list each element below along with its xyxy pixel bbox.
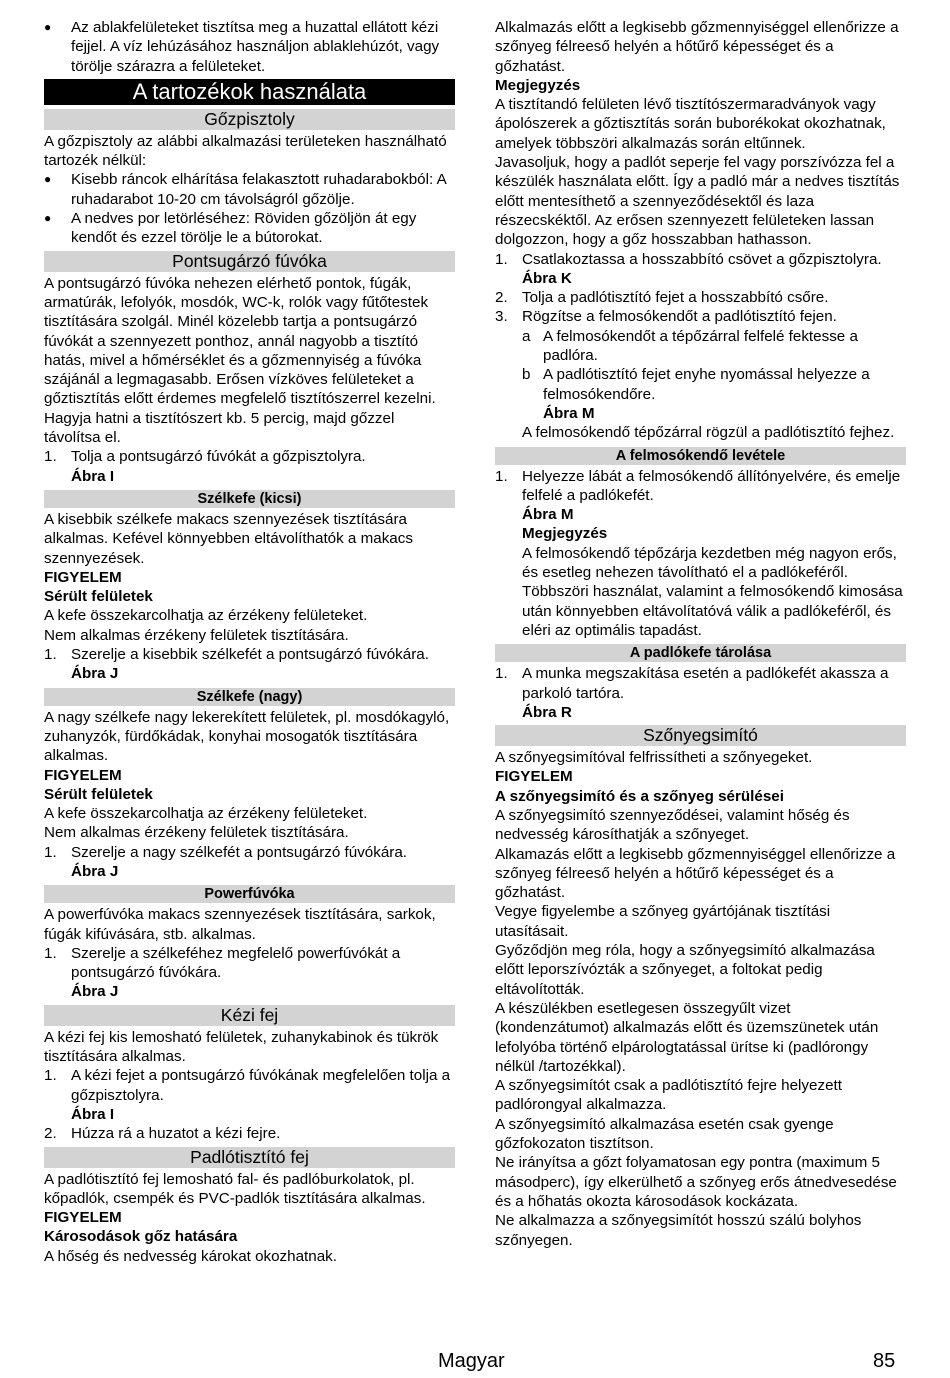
warning-line: A kefe összekarcolhatja az érzékeny felületeket. (44, 607, 368, 625)
step-text: Szerelje a nagy szélkefét a pontsugárzó fúvókára. (71, 843, 408, 861)
step-text: A kézi fejet a pontsugárzó fúvókának megfelelően tolja a gőzpisztolyra. (71, 1067, 451, 1104)
step-text: Szerelje a szélkeféhez megfelelő powerfúvókát a pontsugárzó fúvókára. (71, 944, 401, 982)
figure-ref: Ábra K (522, 269, 572, 287)
gozpisztoly-text: A gőzpisztoly az alábbi alkalmazási területeken használható tartozék nélkül: (44, 132, 447, 170)
note-label: Megjegyzés (522, 525, 608, 543)
figure-ref: Ábra I (71, 1105, 115, 1123)
step-number: 2. (495, 289, 508, 307)
step-number: 1. (495, 665, 508, 683)
heading-gozpisztoly: Gőzpisztoly (44, 109, 455, 130)
figure-ref: Ábra M (543, 404, 595, 422)
szonyeg-paragraph: A szőnyegsimítót csak a padlótisztító fejre helyezett padlórongyal alkalmazza. (495, 1077, 842, 1114)
substep-text: A felmosókendőt a tépőzárral felfelé fektesse a padlóra. (543, 327, 858, 365)
note-text: A tisztítandó felületen lévő tisztítószermaradványok vagy ápolószerek a gőztisztítás során buborékokat okozhatnak, amelyek többszöri alkalmazás során eltűnnek. (495, 96, 886, 152)
right-column (495, 18, 906, 1250)
substep-letter: b (522, 366, 531, 384)
step-number: 1. (495, 467, 508, 485)
floor-step (495, 250, 906, 269)
heading-szelkefe-kicsi: Szélkefe (kicsi) (44, 490, 455, 508)
left-column (44, 18, 455, 1266)
heading-felmoso-levetele: A felmosókendő levétele (495, 447, 906, 465)
szonyeg-paragraph: Ne alkalmazza a szőnyegsimítót hosszú szálú bolyhos szőnyegen. (495, 1212, 862, 1249)
step-number: 1. (495, 250, 508, 268)
szonyeg-paragraph: Győződjön meg róla, hogy a szőnyegsimító alkalmazása előtt leporszívózták a szőnyeget, a foltokat pedig eltávolították. (495, 942, 875, 998)
intro-bullet: ● Az ablakfelületeket tisztítsa meg a huzattal ellátott kézi fejjel. A víz lehúzásához használjon ablaklehúzót, vagy törölje szárazra a felületeket. (44, 18, 455, 76)
szelkefe-kicsi-text: A kisebbik szélkefe makacs szennyezések tisztítására alkalmas. Kefével könnyebben eltávolíthatók a makacs szennyezések. (44, 510, 413, 567)
gozpisztoly-bullet: ● Kisebb ráncok elhárítása felakasztott ruhadarabokból: A ruhadarabot 10-20 cm távolságról gőzölje. (44, 170, 455, 209)
step-result: A felmosókendő tépőzárral rögzül a padlótisztító fejhez. (522, 424, 895, 442)
szelkefe-nagy-step (44, 843, 455, 862)
szelkefe-nagy-text: A nagy szélkefe nagy lekerekített felületek, pl. mosdókagyló, zuhanyzók, fürdőkádak, konyhai mosogatók tisztítására alkalmas. (44, 708, 450, 765)
note-text: A felmosókendő tépőzárja kezdetben még nagyon erős, és esetleg nehezen távolítható el a padlókeféről. Többszöri használat, valamint a felmosókendő kimosása után könnyebben eltávolítatóvá válik a padlókeféről, és eléri az optimális tapadást. (522, 544, 903, 639)
pontsugarzo-text: A pontsugárzó fúvóka nehezen elérhető pontok, fúgák, armatúrák, lefolyók, mosdók, WC-k, rolók vagy fűtőtestek tisztítására szolgál. Minél közelebb tartja a pontsugárzó fúvókát a szennyezett ponthoz, annál nagyobb a tisztító hatás, mivel a hőmérséklet és a gőzmennyiség a fúvóka szájánál a legmagasabb. Erősen vízköves felületeket a gőztisztítás előtt érdemes megfelelő tisztítószerrel kezelni. Hagyja hatni a tisztítószert kb. 5 percig, majd gőzzel távolítsa el. (44, 274, 436, 447)
warning-title: Sérült felületek (44, 785, 153, 803)
tarolas-step (495, 664, 906, 703)
szonyeg-paragraph: A szőnyegsimító szennyeződései, valamint hőség és nedvesség károsíthatják a szőnyeget. (495, 806, 850, 844)
figure-ref: Ábra J (71, 862, 119, 880)
warning-label: FIGYELEM (44, 568, 122, 586)
szonyeg-paragraph: Ne irányítsa a gőzt folyamatosan egy pontra (maximum 5 másodperc), így elkerülhető a szőnyeg erős átnedvesedése és a hőhatás okozta károsodások kockázata. (495, 1154, 897, 1210)
substep-text: A padlótisztító fejet enyhe nyomással helyezze a felmosókendőre. (543, 366, 870, 403)
warning-label: FIGYELEM (495, 768, 573, 786)
gozpisztoly-bullet: ● A nedves por letörléséhez: Röviden gőzöljön át egy kendőt és ezzel törölje le a bútorokat. (44, 209, 455, 248)
substep-letter: a (522, 327, 531, 345)
figure-ref: Ábra R (522, 703, 572, 721)
main-title: A tartozékok használata (44, 79, 455, 105)
warning-line: A kefe összekarcolhatja az érzékeny felületeket. (44, 805, 368, 823)
szonyeg-paragraph: Alkamazás előtt a legkisebb gőzmennyiséggel ellenőrizze a szőnyeg félreeső helyén a hőtűrő képességet és a gőzhatást. (495, 845, 896, 902)
pontsugarzo-step (44, 447, 455, 466)
step-number: 1. (44, 448, 57, 466)
substep (495, 327, 906, 366)
step-text: Helyezze lábát a felmosókendő állítónyelvére, és emelje felfelé a padlókefét. (522, 467, 901, 504)
step-text: Szerelje a kisebbik szélkefét a pontsugárzó fúvókára. (71, 646, 429, 664)
kezi-fej-text: A kézi fej kis lemosható felületek, zuhanykabinok és tükrök tisztítására alkalmas. (44, 1028, 439, 1066)
szelkefe-kicsi-step (44, 645, 455, 664)
heading-powerfuvoka: Powerfúvóka (44, 885, 455, 903)
heading-szonyegsimito: Szőnyegsimító (495, 725, 906, 746)
warning-label: FIGYELEM (44, 766, 122, 784)
step-number: 1. (44, 1067, 57, 1085)
floor-step (495, 288, 906, 307)
warning-line: A hőség és nedvesség károkat okozhatnak. (44, 1247, 337, 1265)
step-text: Tolja a padlótisztító fejet a hosszabbító csőre. (522, 289, 829, 307)
step-text: Húzza rá a huzatot a kézi fejre. (71, 1125, 281, 1143)
step-number: 2. (44, 1125, 57, 1143)
heading-padlotisztito: Padlótisztító fej (44, 1147, 455, 1168)
warning-title: Sérült felületek (44, 588, 153, 606)
felmoso-step (495, 467, 906, 506)
warning-title: A szőnyegsimító és a szőnyeg sérülései (495, 787, 784, 805)
padlotisztito-text: A padlótisztító fej lemosható fal- és padlóburkolatok, pl. kőpadlók, csempék és PVC-padlók tisztítására alkalmas. (44, 1170, 426, 1207)
step-number: 1. (44, 646, 57, 664)
substep (495, 365, 906, 404)
szonyeg-paragraph: A szőnyegsimító alkalmazása esetén csak gyenge gőzfokozaton tisztítson. (495, 1115, 834, 1153)
powerfuvoka-text: A powerfúvóka makacs szennyezések tisztítására, sarkok, fúgák kifúvására, stb. alkalmas. (44, 906, 436, 943)
step-text: A munka megszakítása esetén a padlókefét akassza a parkoló tartóra. (522, 665, 889, 702)
heading-padlokefe-tarolasa: A padlókefe tárolása (495, 644, 906, 662)
step-text: Csatlakoztassa a hosszabbító csövet a gőzpisztolyra. (522, 250, 882, 268)
step-number: 3. (495, 308, 508, 326)
szonyeg-paragraph: Vegye figyelembe a szőnyeg gyártójának tisztítási utasításait. (495, 903, 831, 940)
floor-step (495, 307, 906, 326)
step-number: 1. (44, 843, 57, 861)
footer-language: Magyar (438, 1350, 505, 1372)
kezi-fej-step (44, 1124, 455, 1143)
advice-text: Javasoljuk, hogy a padlót seperje fel vagy porszívózza fel a készülék használata előtt. Így a padló már a nedves tisztítás előtt mentesíthető a szennyeződésektől és laza részecskéktől. Az erősen szennyezett felületeken lassan dolgozzon, hogy a gőz hosszabban hathasson. (495, 154, 900, 249)
figure-ref: Ábra J (71, 983, 119, 1001)
heading-szelkefe-nagy: Szélkefe (nagy) (44, 688, 455, 706)
kezi-fej-step (44, 1066, 455, 1105)
warning-label: FIGYELEM (44, 1209, 122, 1227)
step-number: 1. (44, 944, 57, 962)
warning-line: Nem alkalmas érzékeny felületek tisztítására. (44, 824, 349, 842)
szonyeg-paragraph: A készülékben esetlegesen összegyűlt vizet (kondenzátumot) alkalmazás előtt és üzemszünetek után lefolyóba történő elpárologtatással ürítse ki (padlórongy nélkül /tartozékkal). (495, 999, 879, 1075)
warning-title: Károsodások gőz hatására (44, 1228, 238, 1246)
figure-ref: Ábra M (522, 506, 574, 524)
step-text: Tolja a pontsugárzó fúvókát a gőzpisztolyra. (71, 448, 366, 466)
figure-ref: Ábra J (71, 665, 119, 683)
figure-ref: Ábra I (71, 467, 115, 485)
intro-text: Alkalmazás előtt a legkisebb gőzmennyiséggel ellenőrizze a szőnyeg félreeső helyén a hőtűrő képességet és a gőzhatást. (495, 19, 899, 75)
page-number: 85 (873, 1350, 896, 1372)
step-text: Rögzítse a felmosókendőt a padlótisztító fejen. (522, 308, 837, 326)
szonyegsimito-text: A szőnyegsimítóval felfrissítheti a szőnyegeket. (495, 749, 813, 767)
heading-kezi-fej: Kézi fej (44, 1005, 455, 1026)
note-label: Megjegyzés (495, 76, 581, 94)
heading-pontsugarzo: Pontsugárzó fúvóka (44, 251, 455, 272)
warning-line: Nem alkalmas érzékeny felületek tisztítására. (44, 626, 349, 644)
powerfuvoka-step (44, 944, 455, 983)
